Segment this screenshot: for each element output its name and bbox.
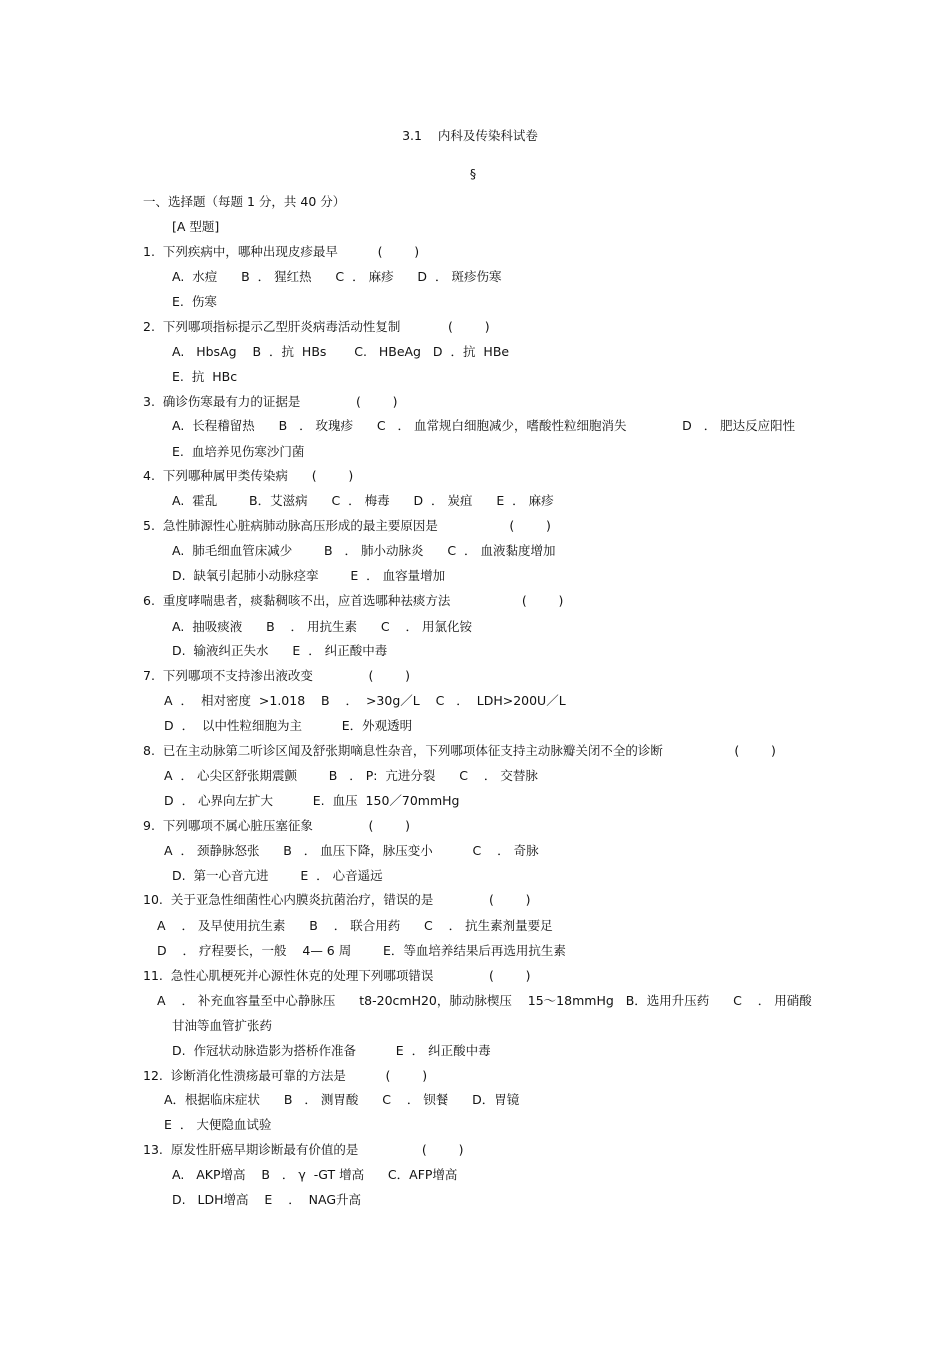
q8-options-cont: D ． 心界向左扩大 E. 血压 150／70mmHg (164, 793, 460, 808)
page-title: 3.1 内科及传染科试卷 (402, 128, 538, 143)
question-1: 1. 下列疾病中，哪种出现皮疹最早 ( ) (143, 244, 420, 259)
q10-options-cont: D ． 疗程要长，一般 4— 6 周 E．等血培养结果后再选用抗生素 (157, 943, 566, 958)
q4-options: A. 霍乱 B．艾滋病 C ． 梅毒 D ． 炭疽 E ． 麻疹 (172, 493, 554, 508)
q13-options: A. AKP增高 B ． γ -GT 增高 C．AFP增高 (172, 1167, 458, 1182)
q11-options-wrap: 甘油等血管扩张药 (172, 1018, 273, 1033)
q7-options-cont: D ． 以中性粒细胞为主 E．外观透明 (164, 718, 413, 733)
question-2: 2. 下列哪项指标提示乙型肝炎病毒活动性复制 ( ) (143, 319, 490, 334)
question-8: 8. 已在主动脉第二听诊区闻及舒张期嘀息性杂音，下列哪项体征支持主动脉瓣关闭不全的诊断 ( ) (143, 743, 776, 758)
q10-options: A ． 及早使用抗生素 B ． 联合用药 C ． 抗生素剂量要足 (157, 918, 553, 933)
question-4: 4. 下列哪种属甲类传染病 ( ) (143, 468, 354, 483)
question-13: 13. 原发性肝癌早期诊断最有价值的是 ( ) (143, 1142, 464, 1157)
q5-options-cont: D. 缺氧引起肺小动脉痉挛 E ． 血容量增加 (172, 568, 446, 583)
q9-options-cont: D. 第一心音亢进 E ． 心音遥远 (172, 868, 383, 883)
section-symbol: § (469, 166, 477, 181)
q6-options: A. 抽吸痰液 B ． 用抗生素 C ． 用氯化铵 (172, 619, 472, 634)
question-3: 3. 确诊伤寒最有力的证据是 ( ) (143, 394, 398, 409)
q6-options-cont: D. 输液纠正失水 E ． 纠正酸中毒 (172, 643, 388, 658)
question-11: 11. 急性心肌梗死并心源性休克的处理下列哪项错误 ( ) (143, 968, 531, 983)
q5-options: A. 肺毛细血管床减少 B ． 肺小动脉炎 C ． 血液黏度增加 (172, 543, 556, 558)
question-7: 7. 下列哪项不支持渗出液改变 ( ) (143, 668, 411, 683)
q8-options: A ． 心尖区舒张期震颤 B ． P: 亢进分裂 C ． 交替脉 (164, 768, 538, 783)
q12-options: A．根据临床症状 B ． 测胃酸 C ． 钡餐 D．胃镜 (164, 1092, 520, 1107)
q9-options: A ． 颈静脉怒张 B ． 血压下降，脉压变小 C ． 奇脉 (164, 843, 539, 858)
q13-options-cont: D. LDH增高 E ． NAG升高 (172, 1192, 362, 1207)
type-heading: [A 型题] (172, 219, 220, 234)
q11-options: A ． 补充血容量至中心静脉压 t8-20cmH20，肺动脉楔压 15～18mmHg B．选用升压药 C ． 用硝酸 (157, 993, 812, 1008)
q2-options: A. HbsAg B ．抗 HBs C. HBeAg D ．抗 HBe (172, 344, 510, 359)
q3-options: A. 长程稽留热 B ． 玫瑰疹 C ． 血常规白细胞减少，嗜酸性粒细胞消失 D ． 肥达反应阳性 (172, 418, 796, 433)
section-heading: 一、选择题（每题 1 分，共 40 分） (143, 194, 346, 209)
q1-option-e: E. 伤寒 (172, 294, 217, 309)
q11-options-cont: D. 作冠状动脉造影为搭桥作准备 E ． 纠正酸中毒 (172, 1043, 491, 1058)
question-12: 12. 诊断消化性溃疡最可靠的方法是 ( ) (143, 1068, 428, 1083)
q12-option-e: E ． 大便隐血试验 (164, 1117, 272, 1132)
q3-option-e: E. 血培养见伤寒沙门菌 (172, 444, 305, 459)
question-10: 10. 关于亚急性细菌性心内膜炎抗菌治疗，错误的是 ( ) (143, 892, 531, 907)
q1-options: A. 水痘 B ． 猩红热 C ． 麻疹 D ． 斑疹伤寒 (172, 269, 502, 284)
question-9: 9. 下列哪项不属心脏压塞征象 ( ) (143, 818, 411, 833)
question-5: 5. 急性肺源性心脏病肺动脉高压形成的最主要原因是 ( ) (143, 518, 551, 533)
q7-options: A ． 相对密度 >1.018 B ． >30g／L C ． LDH>200U／L (164, 693, 566, 708)
q2-option-e: E. 抗 HBc (172, 369, 238, 384)
question-6: 6. 重度哮喘患者，痰黏稠咳不出，应首选哪种祛痰方法 ( ) (143, 593, 564, 608)
